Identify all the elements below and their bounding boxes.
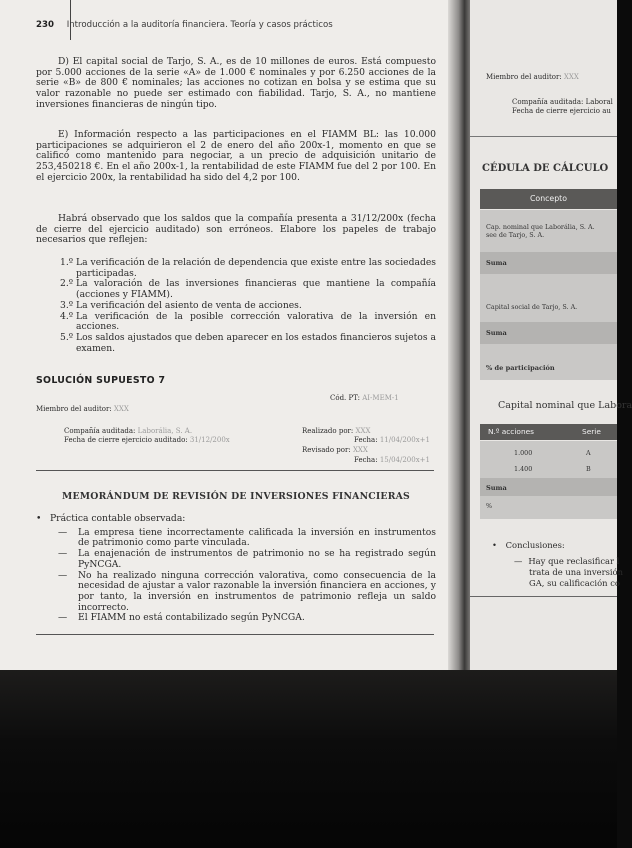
concept-row-pct: % de participación bbox=[486, 364, 555, 372]
acciones-row-2-s: B bbox=[586, 465, 591, 473]
right-divider bbox=[470, 136, 617, 137]
acciones-row-1-n: 1.000 bbox=[514, 449, 533, 457]
prepared-by: Realizado por: XXX bbox=[302, 427, 371, 435]
list-item: 1.º La verificación de la relación de dependencia que existe entre las sociedades participadas. bbox=[60, 257, 436, 279]
list-item: — No ha realizado ninguna corrección valorativa, como consecuencia de la necesidad de ajustar a valor razonable la inversión financiera en acciones, y por tanto, la inversión en instrumentos de patrimonio refleja un saldo incorrecto. bbox=[58, 569, 436, 613]
dash-icon: — bbox=[58, 569, 68, 581]
right-company: Compañía auditada: Laboral bbox=[512, 98, 613, 106]
list-item: 5.º Los saldos ajustados que deben aparecer en los estados financieros sujetos a examen. bbox=[60, 331, 436, 354]
list-item: — El FIAMM no está contabilizado según PyNCGA. bbox=[58, 612, 305, 624]
list-item: 4.º La verificación de la posible corrección valorativa de la inversión en acciones. bbox=[60, 310, 436, 333]
prepared-date: Fecha: 11/04/200x+1 bbox=[354, 436, 430, 444]
dash-icon: — bbox=[514, 556, 523, 566]
fiscal-close-date: Fecha de cierre ejercicio auditado: 31/12/200x bbox=[64, 436, 230, 444]
memo-items bbox=[36, 528, 436, 624]
right-page bbox=[470, 0, 632, 670]
memo-body bbox=[36, 514, 436, 624]
acciones-suma: Suma bbox=[486, 484, 507, 492]
list-item: 2.º La valoración de las inversiones financieras que mantiene la compañía (acciones y FIAMM). bbox=[60, 278, 436, 301]
capital-nominal-title: Capital nominal que Labora bbox=[498, 400, 632, 411]
memo-bullet: • Práctica contable observada: bbox=[36, 513, 186, 524]
bullet-dot-icon: • bbox=[492, 540, 497, 550]
conclusion-line-3: GA, su calificación co bbox=[529, 578, 620, 588]
memo-title: MEMORÁNDUM DE REVISIÓN DE INVERSIONES FINANCIERAS bbox=[62, 491, 410, 502]
paragraph-intro: Habrá observado que los saldos que la compañía presenta a 31/12/200x (fecha de cierre del ejercicio auditado) son erróneos. Elabore los papeles de trabajo necesarios que reflejen: bbox=[36, 213, 436, 246]
bullet-dot-icon: • bbox=[36, 513, 42, 524]
list-item: 3.º La verificación del asiento de venta de acciones. bbox=[60, 299, 302, 311]
cedula-title: CÉDULA DE CÁLCULO bbox=[482, 163, 609, 174]
concept-row-suma-2: Suma bbox=[486, 329, 507, 337]
conclusion-text bbox=[514, 556, 623, 589]
acciones-table-header: N.º acciones Serie bbox=[480, 424, 617, 440]
list-item: — La empresa tiene incorrectamente calificada la inversión en instrumentos de patrimonio como parte vinculada. bbox=[58, 526, 436, 549]
reviewed-date: Fecha: 15/04/200x+1 bbox=[354, 456, 430, 464]
reviewed-by: Revisado por: XXX bbox=[302, 446, 368, 454]
page-number: 230 bbox=[36, 20, 54, 30]
concept-row-1a: Cap. nominal que Laborália, S. A. bbox=[486, 223, 595, 231]
divider-bottom bbox=[36, 634, 434, 635]
conclusion-line-1: — Hay que reclasificar l bbox=[514, 556, 620, 566]
running-header bbox=[36, 20, 436, 30]
member-of-auditor: Miembro del auditor: XXX bbox=[36, 405, 129, 413]
concept-header: Concepto bbox=[480, 189, 617, 209]
dash-icon: — bbox=[58, 526, 68, 538]
dash-icon: — bbox=[58, 548, 68, 560]
concept-row-capital: Capital social de Tarjo, S. A. bbox=[486, 303, 578, 311]
audited-company: Compañía auditada: Laborália, S. A. bbox=[64, 427, 193, 435]
list-item: — La enajenación de instrumentos de patrimonio no se ha registrado según PyNCGA. bbox=[58, 548, 436, 570]
acciones-row-2-n: 1.400 bbox=[514, 465, 533, 473]
right-bottom-divider bbox=[470, 596, 617, 597]
dash-icon: — bbox=[58, 612, 68, 624]
task-list bbox=[60, 258, 436, 354]
running-title: Introducción a la auditoría financiera. Teoría y casos prácticos bbox=[66, 20, 333, 30]
concept-row-1b: see de Tarjo, S. A. bbox=[486, 231, 545, 239]
divider-top bbox=[36, 470, 434, 471]
acciones-pct: % bbox=[486, 502, 493, 510]
conclusions: • Conclusiones: bbox=[492, 540, 565, 550]
paragraph-d: D) El capital social de Tarjo, S. A., es de 10 millones de euros. Está compuesto por 5.000 acciones de la serie «A» de 1.000 € nominales y por 6.250 acciones de la serie «B» de 800 € nominales; las acciones no cotizan en bolsa y se estima que su valor razonable no puede ser estimado con fiabilidad. Tarjo, S. A., no mantiene inversiones financieras de ningún tipo. bbox=[36, 56, 436, 110]
conclusion-line-2: trata de una inversión bbox=[529, 567, 623, 577]
paragraph-e: E) Información respecto a las participaciones en el FIAMM BL: las 10.000 participaciones se adquirieron el 2 de enero del año 200x-1, momento en que se calificó como mantenido para negociar, a un precio de adquisición unitario de 253,450218 €. En el año 200x-1, la rentabilidad de este FIAMM fue del 2 por 100. En el ejercicio 200x, la rentabilidad ha sido del 4,2 por 100. bbox=[36, 129, 436, 183]
acciones-row-1-s: A bbox=[586, 449, 591, 457]
code-pt: Cód. PT: AI-MEM-1 bbox=[330, 394, 399, 402]
concept-row-suma-1: Suma bbox=[486, 259, 507, 267]
right-close-date: Fecha de cierre ejercicio au bbox=[512, 107, 611, 115]
solution-title: SOLUCIÓN SUPUESTO 7 bbox=[36, 375, 166, 386]
scanner-background bbox=[0, 670, 617, 848]
right-member: Miembro del auditor: XXX bbox=[486, 73, 579, 81]
